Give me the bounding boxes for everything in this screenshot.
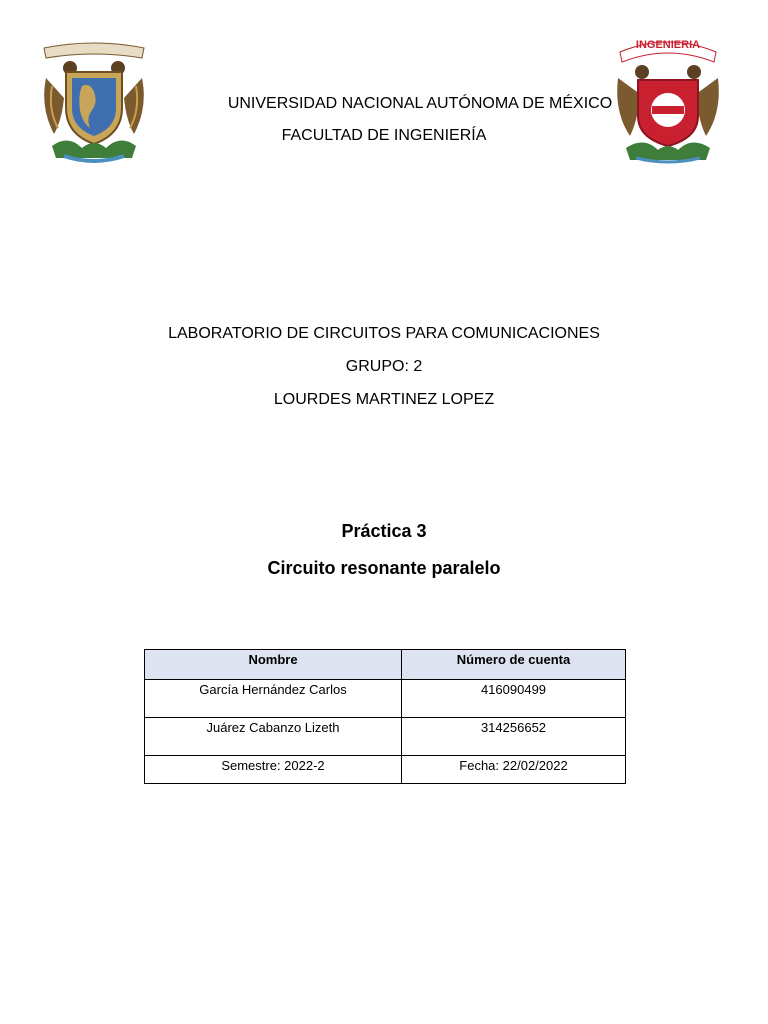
header-name: Nombre xyxy=(145,650,402,680)
student-name: García Hernández Carlos xyxy=(145,680,402,718)
students-table xyxy=(144,649,626,784)
table-row xyxy=(145,756,626,784)
header-account: Número de cuenta xyxy=(402,650,626,680)
table-row xyxy=(145,718,626,756)
professor-name: LOURDES MARTINEZ LOPEZ xyxy=(273,391,495,408)
account-number: 314256652 xyxy=(402,718,626,756)
table-header-row xyxy=(145,650,626,680)
faculty-name: FACULTAD DE INGENIERÍA xyxy=(281,127,487,144)
account-number: 416090499 xyxy=(402,680,626,718)
university-name: UNIVERSIDAD NACIONAL AUTÓNOMA DE MÉXICO xyxy=(227,95,613,112)
practice-number: Práctica 3 xyxy=(341,521,427,541)
group-label: GRUPO: 2 xyxy=(345,358,423,375)
semester: Semestre: 2022-2 xyxy=(145,756,402,784)
student-name: Juárez Cabanzo Lizeth xyxy=(145,718,402,756)
lab-name: LABORATORIO DE CIRCUITOS PARA COMUNICACIONES xyxy=(168,325,600,342)
table-row xyxy=(145,680,626,718)
fi-logo-text: INGENIERIA xyxy=(635,39,701,51)
date: Fecha: 22/02/2022 xyxy=(402,756,626,784)
practice-title: Circuito resonante paralelo xyxy=(267,558,501,578)
